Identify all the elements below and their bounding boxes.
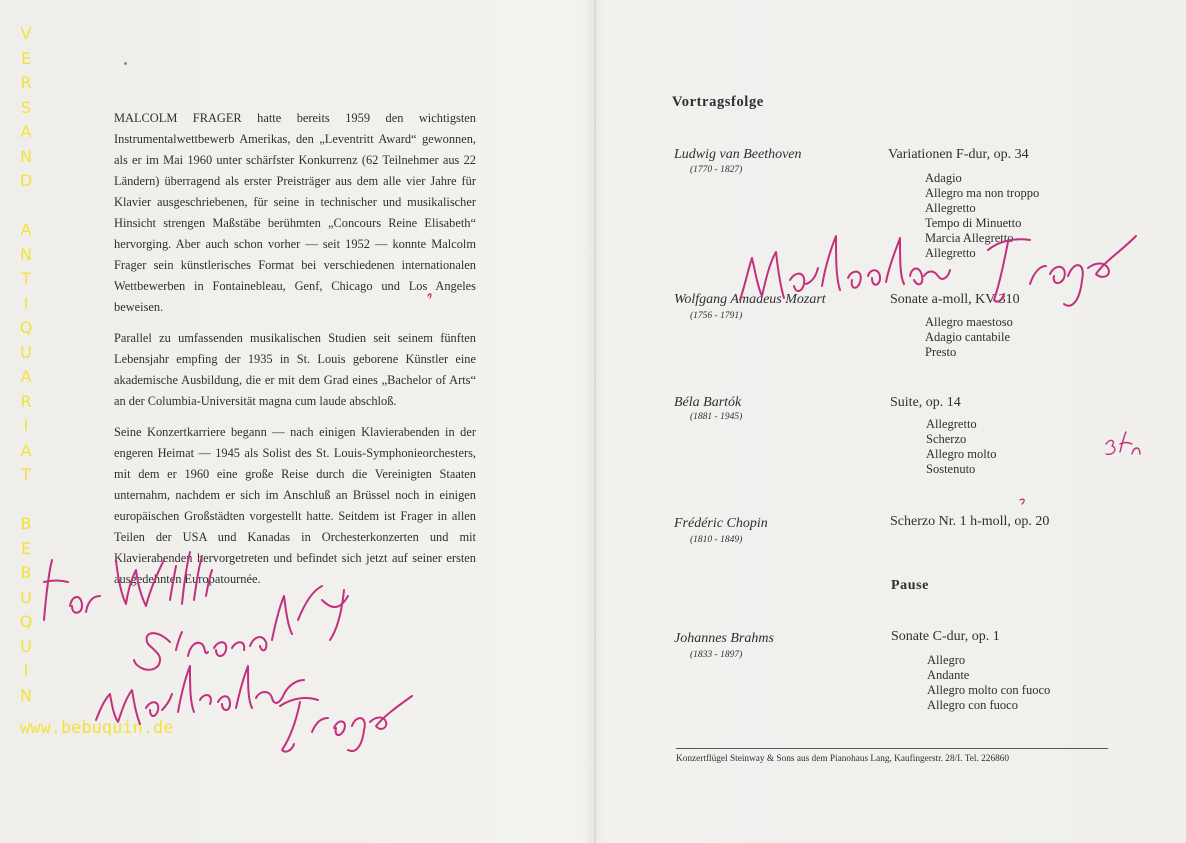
watermark-letter: E [20,48,32,68]
watermark-letter: A [20,367,32,386]
watermark-letter: I [23,293,29,313]
center-fold [594,0,596,843]
composer-name: Frédéric Chopin [674,516,768,531]
watermark-letter: U [20,342,32,362]
composer-name: Ludwig van Beethoven [674,147,802,162]
movement-list [927,653,1050,713]
watermark-letter: E [20,538,32,558]
footer-note: Konzertflügel Steinway & Sons aus dem Pianohaus Lang, Kaufingerstr. 28/I. Tel. 226860 [676,754,1010,764]
composer-dates: (1881 - 1945) [690,412,743,422]
watermark-letter: N [20,685,32,705]
watermark-letter: S [20,97,32,117]
work-title: Scherzo Nr. 1 h-moll, op. 20 [890,514,1050,529]
composer-dates: (1756 - 1791) [690,311,743,321]
watermark-letter: T [21,465,31,484]
movement: Allegretto [926,417,977,431]
watermark-letter: Q [19,612,33,631]
watermark-letter: D [19,171,33,190]
movement: Allegro maestoso [925,315,1013,329]
work-title: Sonate a-moll, KV 310 [890,292,1020,307]
intermission-label: Pause [891,578,929,593]
footer-rule [676,748,1108,749]
paper-speck [124,62,127,65]
movement: Allegro molto [926,447,997,461]
watermark-letter: Q [19,318,33,337]
watermark-letter: I [23,416,29,435]
biography-paragraph: Parallel zu umfassenden musikalischen Studien seit seinem fünften Lebensjahr empfing der 1935 in St. Louis geborene Künstler eine akademische Ausbildung, die er mit dem Grad eines „Bachelor of Arts“ an der Columbia-Universität magna cum laude abschloß. [114,331,476,408]
watermark-letter: A [20,122,32,141]
movement: Sostenuto [926,462,976,476]
watermark-letter: A [20,220,32,239]
work-title: Sonate C-dur, op. 1 [891,629,1000,644]
watermark-letter: U [20,636,32,656]
watermark-letter [18,488,34,513]
composer-name: Johannes Brahms [674,631,774,646]
biography-paragraph: MALCOLM FRAGER hatte bereits 1959 den wichtigsten Instrumentalwettbewerb Amerikas, den „Leventritt Award“ gewonnen, als er im Mai 1960 unter schärfster Konkurrenz (62 Teilnehmer aus 22 Ländern) überragend als erster Preisträger aus dem alle vier Jahre für Klavier ausgeschriebenen, für seine in technischer und musikalischer Hinsicht strengen Maßstäbe berühmten „Concours Reine Elisabeth“ hervorging. Aber auch schon vorher — seit 1952 — konnte Malcolm Frager sein künstlerisches Format bei verschiedenen internationalen Wettbewerben in Fontainebleau, Genf, Chicago und Los Angeles beweisen. [114,111,476,314]
watermark-letter [18,194,34,219]
movement-list [926,417,996,477]
composer-dates: (1770 - 1827) [690,165,743,175]
movement: Adagio cantabile [925,330,1011,344]
movement: Allegretto [925,201,976,215]
composer-dates: (1833 - 1897) [690,650,743,660]
movement: Andante [927,668,970,682]
work-title: Variationen F-dur, op. 34 [888,147,1029,162]
movement: Scherzo [926,432,967,446]
composer-name: Béla Bartók [674,395,742,410]
program-heading: Vortragsfolge [672,94,764,110]
watermark-url: www.bebuquin.de [20,718,174,738]
watermark-letter: B [20,563,32,582]
watermark-letter: N [20,244,32,264]
biography-paragraph: Seine Konzertkarriere begann — nach einigen Klavierabenden in der engeren Heimat — 1945 als Solist des St. Louis-Symphonieorchesters, mit dem er 1960 eine große Reise durch die Vereinigten Staaten unternahm, nachdem er sich im Anschluß an Brüssel noch in einigen europäischen Großstädten vorgestellt hatte. Seitdem ist Frager in allen Teilen der USA und Kanadas in Orchesterkonzerten und mit Klavierabenden hervorgetreten und befindet sich jetzt auf seiner ersten ausgedehnten Europatournée. [114,425,476,586]
movement: Allegro [927,653,966,667]
composer-dates: (1810 - 1849) [690,535,743,545]
movement-list [925,315,1013,360]
watermark-vertical [18,22,34,708]
movement: Allegro molto con fuoco [927,683,1051,697]
movement: Tempo di Minuetto [925,216,1022,230]
movement: Adagio [925,171,962,185]
watermark-letter: V [20,24,32,43]
watermark-letter: R [20,391,32,411]
watermark-letter: I [23,661,29,680]
movement: Marcia Allegretto [925,231,1014,245]
movement-list [925,171,1039,261]
movement: Allegro con fuoco [927,698,1018,712]
movement: Allegro ma non troppo [925,186,1040,200]
biography-text [114,108,476,600]
watermark-letter: T [21,269,31,288]
watermark-letter: N [20,146,32,166]
watermark-letter: U [20,587,32,607]
composer-name: Wolfgang Amadeus Mozart [674,292,826,307]
movement: Presto [925,345,957,359]
movement: Allegretto [925,246,976,260]
watermark-letter: B [20,514,32,533]
watermark-letter: A [20,440,32,460]
watermark-letter: R [20,73,32,92]
work-title: Suite, op. 14 [890,395,961,410]
